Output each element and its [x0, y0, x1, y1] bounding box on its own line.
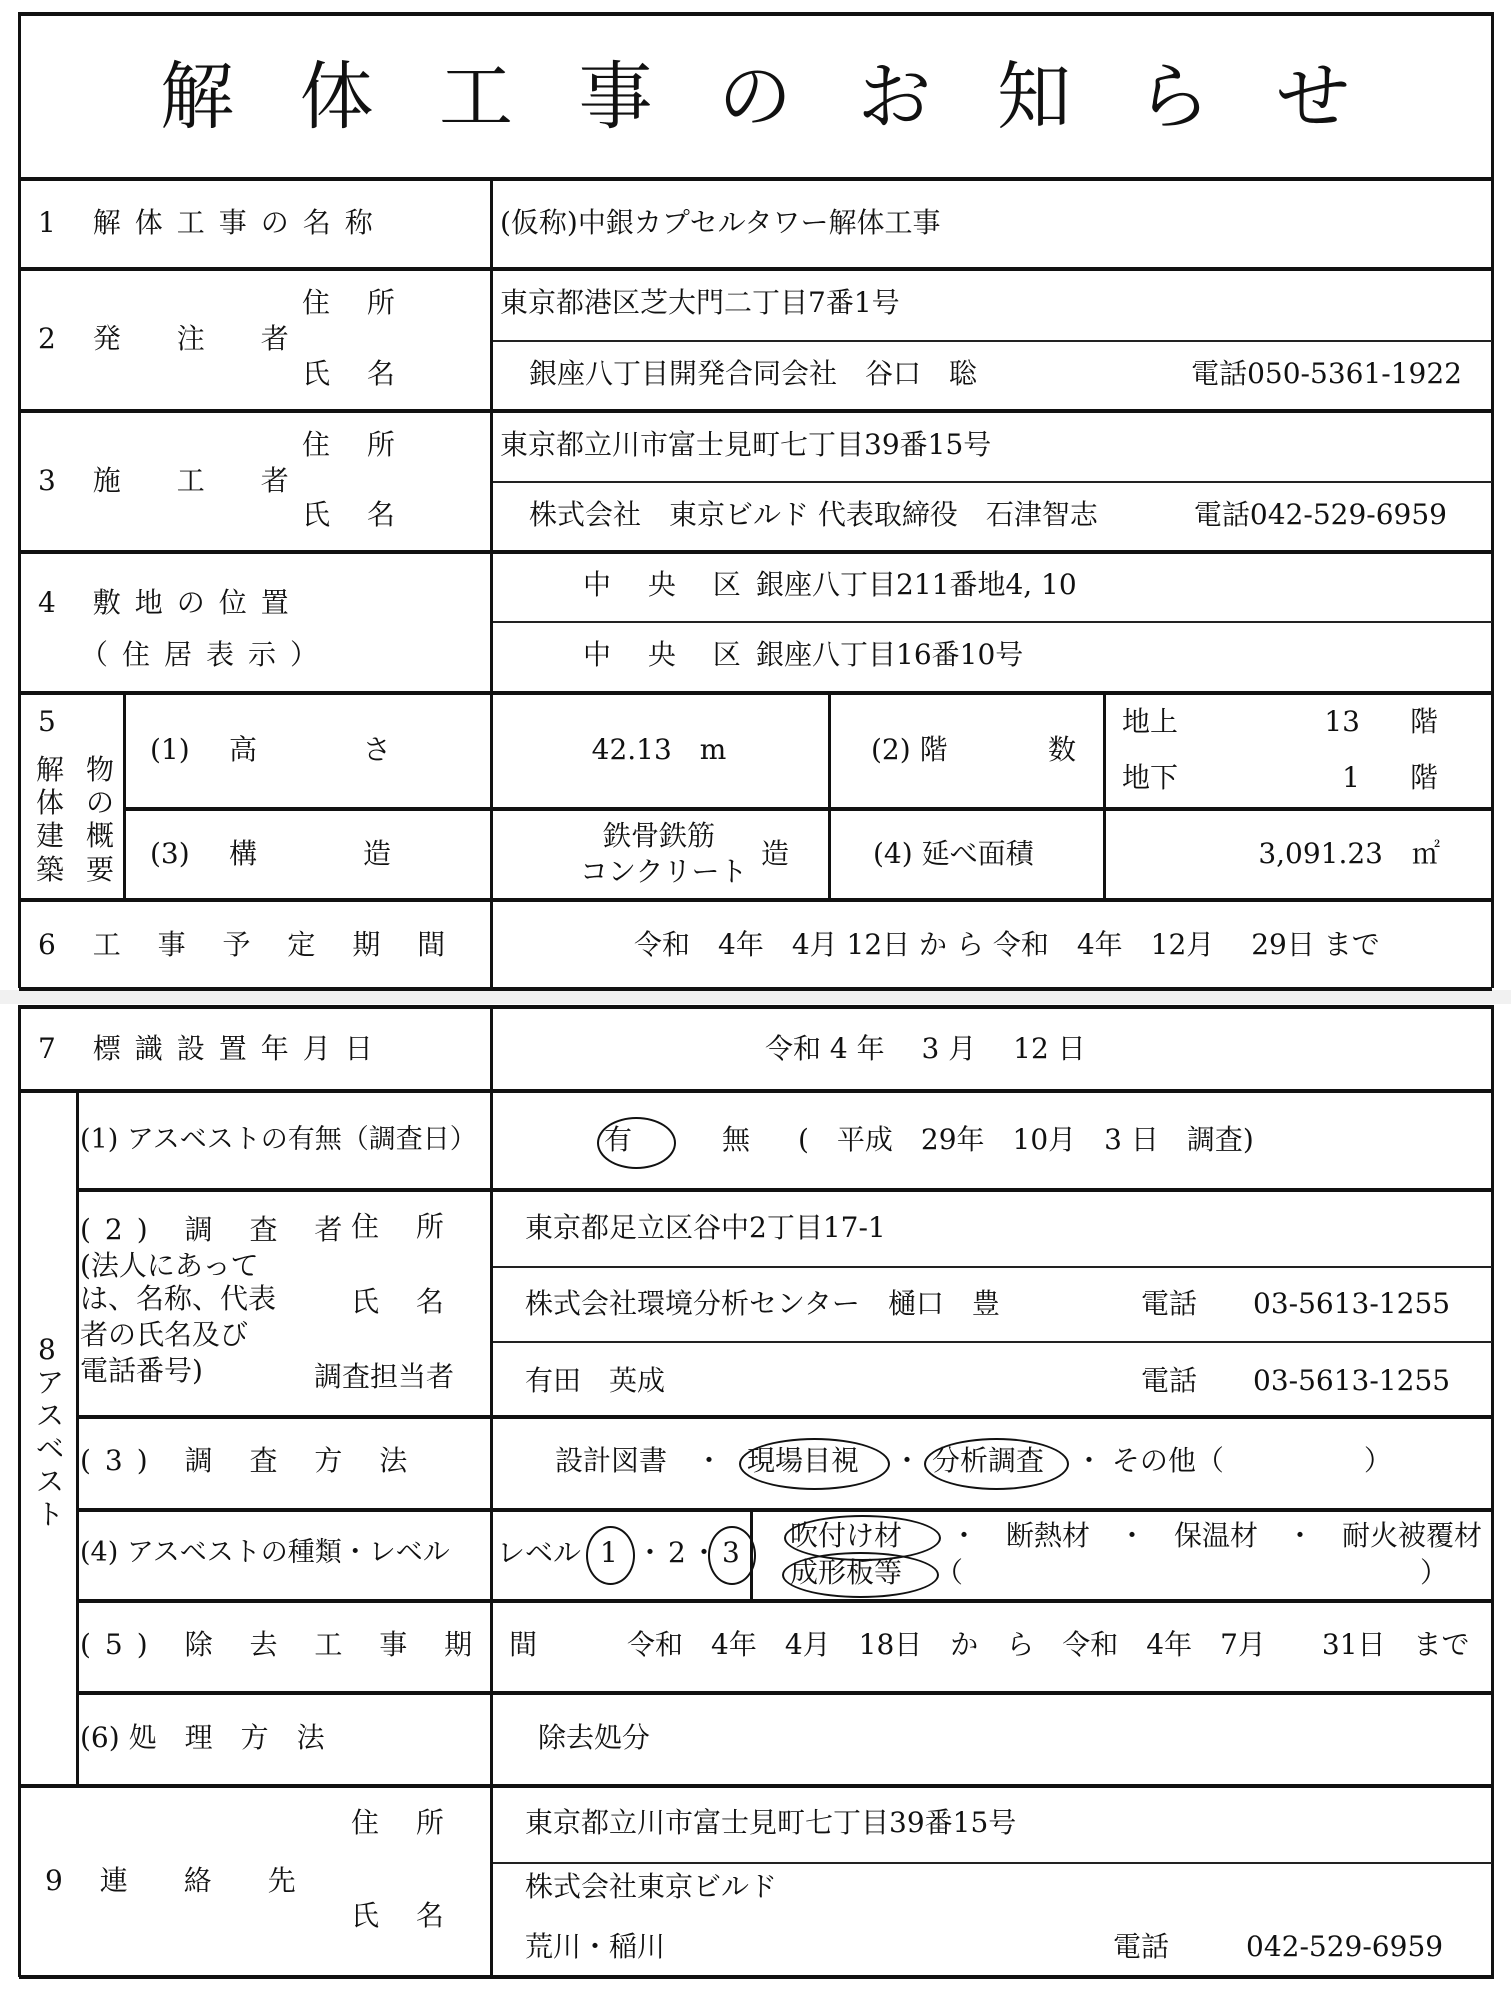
level-label: レベル	[497, 1536, 582, 1569]
type-sprayed: 吹付け材	[790, 1519, 903, 1552]
rule	[19, 409, 1492, 413]
rule	[124, 807, 1492, 811]
surveyor-address-label: 住 所	[351, 1210, 458, 1243]
circle-mark	[739, 1438, 890, 1490]
contractor-address: 東京都立川市富士見町七丁目39番15号	[500, 428, 992, 461]
rule	[491, 621, 1492, 623]
rule	[490, 1005, 493, 1976]
rule	[491, 340, 1492, 342]
method-analysis: 分析調査	[932, 1444, 1045, 1477]
below-ground-label: 地下	[1122, 761, 1179, 794]
structure-value-1: 鉄骨鉄筋	[603, 819, 716, 852]
asbestos-type-label: (4) アスベストの種類・レベル	[80, 1537, 450, 1568]
circle-mark	[597, 1117, 676, 1169]
sign-date-value: 令和 4 年 3 月 12 日	[765, 1032, 1086, 1065]
contact-phone-label: 電話	[1113, 1930, 1170, 1963]
level-2: 2	[668, 1536, 686, 1569]
contractor-phone: 電話042-529-6959	[1193, 498, 1447, 531]
asbestos-vertical-char: ア	[36, 1366, 65, 1399]
building-summary-char: の	[86, 786, 115, 819]
asbestos-vertical-char: ト	[36, 1498, 65, 1531]
rule	[19, 1005, 1492, 1009]
rule	[828, 691, 831, 899]
surveyor-person-label: 調査担当者	[314, 1360, 455, 1393]
client-address-label: 住 所	[302, 286, 409, 319]
floors-label: (2) 階	[871, 733, 948, 766]
survey-method-label: (3) 調 査 方 法	[80, 1444, 422, 1477]
structure-value-2: コンクリート	[580, 855, 748, 888]
client-name-label: 氏 名	[302, 357, 409, 390]
asbestos-vertical-char: 8	[38, 1333, 56, 1366]
rule	[491, 1266, 1492, 1268]
contact-name-label: 氏 名	[351, 1899, 458, 1932]
survey-date: ( 平成 29年 10月 3 日 調査)	[798, 1123, 1254, 1156]
rule	[77, 1415, 1492, 1419]
contact-phone: 042-529-6959	[1246, 1930, 1444, 1963]
surveyor-name: 株式会社環境分析センター 樋口 豊	[525, 1287, 1000, 1320]
rule	[77, 1599, 1492, 1603]
rule	[19, 550, 1492, 554]
structure-label-b: 造	[363, 837, 392, 870]
rule	[77, 1188, 1492, 1192]
height-value: 42.13 m	[591, 733, 727, 766]
below-ground-floors: 1	[1342, 761, 1360, 794]
client-phone: 電話050-5361-1922	[1191, 357, 1462, 390]
structure-label-a: 構	[229, 837, 258, 870]
contractor-label: 3 施 工 者	[38, 464, 303, 497]
building-summary-char: 築	[36, 853, 65, 886]
asbestos-vertical-char: ス	[36, 1399, 65, 1432]
asbestos-yes: 有	[604, 1123, 633, 1156]
client-label: 2 発 注 者	[38, 322, 303, 355]
circle-mark	[924, 1438, 1069, 1490]
height-label-a: 高	[229, 733, 258, 766]
rule	[19, 1089, 1492, 1093]
site-location-sublabel: （住居表示）	[80, 638, 333, 671]
rule	[77, 1508, 1492, 1512]
title-char: の	[718, 54, 792, 140]
title-char: せ	[1276, 54, 1350, 140]
title-char: 知	[997, 54, 1071, 140]
contractor-name: 株式会社 東京ビルド 代表取締役 石津智志	[529, 498, 1098, 531]
site-lot: 銀座八丁目211番地4, 10	[756, 568, 1077, 601]
level-1: 1	[600, 1536, 618, 1569]
title-char: お	[857, 54, 932, 140]
site-ward-2: 中 央 区	[583, 638, 755, 671]
construction-period-label: 6 工 事 予 定 期 間	[38, 928, 460, 961]
page-title	[160, 55, 1350, 139]
floor-area-value: 3,091.23	[1258, 837, 1383, 870]
asbestos-no: 無	[722, 1123, 751, 1156]
contractor-name-label: 氏 名	[302, 498, 409, 531]
contact-company: 株式会社東京ビルド	[525, 1870, 778, 1903]
frame-bottom	[19, 1975, 1494, 1979]
surveyor-label: (2) 調 査 者	[80, 1213, 357, 1246]
surveyor-name-label: 氏 名	[351, 1285, 458, 1318]
removal-period-value: 令和 4年 4月 18日 か ら 令和 4年 7月 31日 まで	[627, 1628, 1470, 1661]
method-site-inspection: 現場目視	[747, 1444, 860, 1477]
rule	[491, 1862, 1492, 1864]
title-char: 工	[439, 54, 513, 140]
method-design-docs: 設計図書 ・	[555, 1444, 724, 1477]
structure-suffix: 造	[761, 837, 790, 870]
contractor-address-label: 住 所	[302, 428, 409, 461]
building-summary-char: 解	[36, 753, 65, 786]
disposal-method-label: (6) 処 理 方 法	[80, 1721, 325, 1754]
frame-right	[1491, 12, 1494, 988]
construction-period-value: 令和 4年 4月 12日 か ら 令和 4年 12月 29日 まで	[634, 928, 1380, 961]
disposal-method-value: 除去処分	[538, 1721, 651, 1754]
building-summary-char: 概	[86, 819, 115, 852]
scan-seam	[0, 990, 1511, 1004]
building-summary-char: 要	[86, 853, 115, 886]
height-label-number: (1)	[150, 733, 190, 766]
type-other-materials: ・ 断熱材 ・ 保温材 ・ 耐火被覆材	[950, 1519, 1483, 1552]
type-open-paren: （	[935, 1556, 964, 1589]
floor-unit: 階	[1410, 705, 1439, 738]
site-location-label: 4 敷地の位置	[38, 586, 303, 619]
frame-left-lower	[18, 1005, 21, 1977]
contact-persons: 荒川・稲川	[525, 1930, 666, 1963]
site-ward-1: 中 央 区	[583, 568, 755, 601]
surveyor-phone: 03-5613-1255	[1253, 1287, 1451, 1320]
floor-unit: 階	[1410, 761, 1439, 794]
method-other: ・ その他（ ）	[1075, 1444, 1392, 1477]
surveyor-person-phone: 03-5613-1255	[1253, 1364, 1451, 1397]
circle-mark	[586, 1526, 635, 1585]
client-name: 銀座八丁目開発合同会社 谷口 聡	[529, 357, 978, 390]
removal-period-label: (5) 除 去 工 事 期 間	[80, 1628, 552, 1661]
surveyor-person-phone-label: 電話	[1141, 1364, 1198, 1397]
surveyor-phone-label: 電話	[1141, 1287, 1198, 1320]
height-label-b: さ	[363, 733, 392, 766]
surveyor-note: は、名称、代表	[80, 1282, 277, 1315]
type-molded-board: 成形板等	[790, 1556, 903, 1589]
level-dot: ・	[636, 1536, 665, 1569]
level-dot: ・	[690, 1536, 719, 1569]
rule	[77, 1691, 1492, 1695]
title-char: 体	[299, 54, 374, 140]
project-name-label: 1 解体工事の名称	[38, 206, 387, 239]
site-address: 銀座八丁目16番10号	[756, 638, 1024, 671]
rule	[19, 691, 1492, 695]
rule	[490, 177, 493, 988]
rule	[19, 898, 1492, 902]
building-summary-char: 物	[86, 753, 115, 786]
above-ground-floors: 13	[1324, 705, 1360, 738]
title-char: ら	[1136, 54, 1211, 140]
frame-right-lower	[1491, 1005, 1494, 1977]
surveyor-note: 電話番号)	[80, 1354, 203, 1387]
rule	[19, 987, 1492, 991]
contact-address: 東京都立川市富士見町七丁目39番15号	[525, 1806, 1017, 1839]
asbestos-presence-label: (1) アスベストの有無（調査日）	[80, 1124, 477, 1155]
surveyor-note: (法人にあって	[80, 1249, 259, 1282]
asbestos-vertical-char: ベ	[36, 1432, 65, 1465]
building-summary-number: 5	[38, 705, 56, 738]
frame-top	[19, 12, 1494, 16]
floors-label-b: 数	[1048, 733, 1077, 766]
sign-date-label: 7 標識設置年月日	[38, 1032, 387, 1065]
surveyor-person: 有田 英成	[525, 1364, 666, 1397]
asbestos-vertical-char: ス	[36, 1465, 65, 1498]
method-separator: ・	[893, 1444, 922, 1477]
frame-left	[18, 12, 21, 988]
project-name-value: (仮称)中銀カプセルタワー解体工事	[500, 206, 941, 239]
title-char: 解	[160, 54, 234, 140]
rule	[1103, 691, 1106, 899]
contact-address-label: 住 所	[351, 1806, 458, 1839]
contact-label: 9 連 絡 先	[45, 1864, 310, 1897]
surveyor-address: 東京都足立区谷中2丁目17-1	[525, 1211, 886, 1244]
building-summary-char: 体	[36, 786, 65, 819]
above-ground-label: 地上	[1122, 705, 1179, 738]
rule	[123, 691, 126, 899]
rule	[19, 1784, 1492, 1788]
circle-mark	[782, 1552, 939, 1598]
title-char: 事	[578, 54, 653, 140]
circle-mark	[708, 1526, 756, 1585]
type-close-paren: ）	[1420, 1556, 1449, 1589]
rule	[491, 481, 1492, 483]
building-summary-char: 建	[36, 819, 65, 852]
surveyor-note: 者の氏名及び	[80, 1318, 249, 1351]
rule	[19, 267, 1492, 271]
client-address: 東京都港区芝大門二丁目7番1号	[500, 286, 900, 319]
structure-label-number: (3)	[150, 837, 190, 870]
rule	[76, 1089, 79, 1785]
rule	[491, 1341, 1492, 1343]
level-3: 3	[722, 1536, 740, 1569]
rule	[19, 177, 1492, 181]
floor-area-label: (4) 延べ面積	[873, 837, 1034, 870]
floor-area-unit: ㎡	[1412, 837, 1441, 870]
